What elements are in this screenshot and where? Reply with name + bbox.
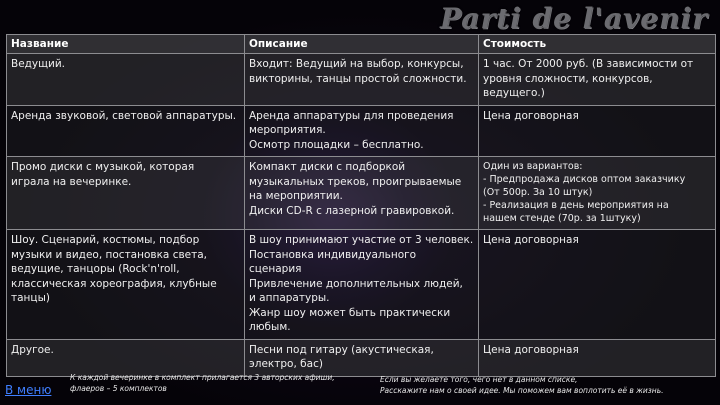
cell-name: Другое. (7, 339, 245, 376)
back-to-menu-link[interactable]: В меню (5, 383, 52, 397)
table-row (7, 54, 716, 106)
cell-name: Ведущий. (7, 54, 245, 106)
cell-name: Шоу. Сценарий, костюмы, подбор музыки и видео, постановка света, ведущие, танцоры (Rock'n'roll, классическая хореография, клубные танцы) (7, 230, 245, 340)
cell-description: Песни под гитару (акустическая, электро, бас) (245, 339, 479, 376)
cell-name: Промо диски с музыкой, которая играла на вечеринке. (7, 157, 245, 230)
cell-name: Аренда звуковой, световой аппаратуры. (7, 105, 245, 157)
posters-note: К каждой вечеринке в комплект прилагается 3 авторских афиши, флаеров – 5 комплектов (70, 373, 335, 393)
table-header-row (7, 35, 716, 54)
header-price: Стоимость (479, 35, 716, 54)
cell-price: Цена договорная (479, 230, 716, 340)
header-name: Название (7, 35, 245, 54)
brand-logo: Parti de l'avenir (440, 2, 708, 35)
cell-price: 1 час. От 2000 руб. (В зависимости от уровня сложности, конкурсов, ведущего.) (479, 54, 716, 106)
cell-price: Один из вариантов: - Предпродажа дисков оптом заказчику (От 500р. За 10 штук) - Реализация в день мероприятия на нашем стенде (70р. за 1штуку) (479, 157, 716, 230)
cell-description: Компакт диски с подборкой музыкальных треков, проигрываемые на мероприятии. Диски CD-R с лазерной гравировкой. (245, 157, 479, 230)
cell-description: Аренда аппаратуры для проведения мероприятия. Осмотр площадки – бесплатно. (245, 105, 479, 157)
cell-description: Входит: Ведущий на выбор, конкурсы, викторины, танцы простой сложности. (245, 54, 479, 106)
services-table (6, 34, 716, 377)
cell-price: Цена договорная (479, 339, 716, 376)
table-row (7, 157, 716, 230)
table-row (7, 105, 716, 157)
table-row (7, 230, 716, 340)
header-description: Описание (245, 35, 479, 54)
table-row (7, 339, 716, 376)
custom-idea-note: Если вы желаете того, чего нет в данном списке, Расскажите нам о своей идее. Мы поможем вам воплотить её в жизнь. (380, 375, 664, 395)
cell-price: Цена договорная (479, 105, 716, 157)
cell-description: В шоу принимают участие от 3 человек. Постановка индивидуального сценария Привлечение дополнительных людей, и аппаратуры. Жанр шоу может быть практически любым. (245, 230, 479, 340)
